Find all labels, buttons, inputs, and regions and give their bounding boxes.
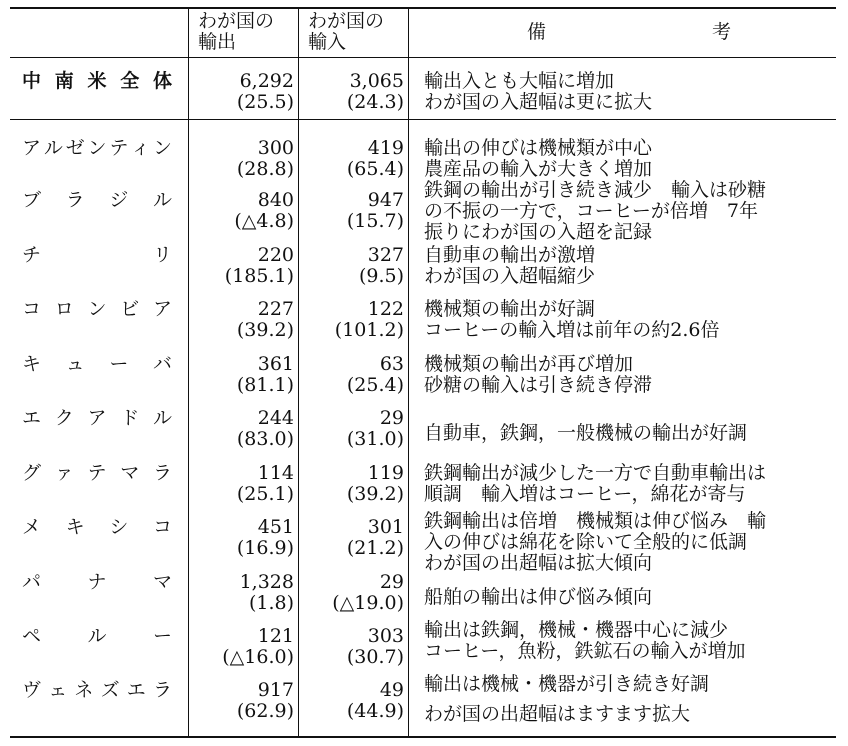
name-char: パ (22, 571, 42, 593)
name-char: キ (22, 353, 42, 375)
note-line: わが国の入超幅縮少 (424, 265, 596, 287)
name-char: コ (152, 516, 172, 538)
name-char: ン (87, 298, 107, 320)
imports-pct: (30.7) (346, 646, 404, 668)
exports-value: 227 (257, 298, 294, 320)
country-name (22, 517, 172, 538)
name-char: ク (54, 407, 74, 429)
imports-value: 29 (379, 571, 404, 593)
name-char: ル (152, 189, 172, 211)
total-imports-pct: (24.3) (346, 91, 404, 113)
total-note-1: 輸出入とも大幅に増加 (424, 70, 615, 92)
name-char: ペ (22, 625, 42, 647)
exports-value: 361 (257, 353, 294, 375)
note-line: 機械類の輸出が再び増加 (424, 353, 634, 375)
name-char: 中 (22, 70, 42, 92)
exports-pct: (28.8) (236, 158, 294, 180)
name-char: ィ (131, 137, 151, 159)
imports-pct: (15.7) (346, 210, 404, 232)
name-char: テ (87, 462, 107, 484)
note-line: わが国の出超幅はますます拡大 (424, 703, 691, 725)
note-line: 農産品の輸入が大きく増加 (424, 158, 653, 180)
note-line: 船舶の輸出は伸び悩み傾向 (424, 586, 653, 608)
note-line: 入の伸びは綿花を除いて全般的に低調 (424, 531, 748, 553)
exports-pct: (25.1) (236, 483, 294, 505)
exports-pct: (83.0) (236, 428, 294, 450)
name-char: ア (87, 407, 107, 429)
note-line: の不振の一方で，コーヒーが倍増 7年 (424, 200, 758, 222)
col-divider-2 (298, 9, 299, 736)
name-char: ル (87, 625, 107, 647)
total-rule (10, 119, 836, 120)
name-char: 米 (87, 70, 107, 92)
name-char: ゼ (65, 137, 85, 159)
imports-value: 49 (379, 679, 404, 701)
country-name (22, 138, 172, 159)
country-name (22, 572, 172, 593)
total-imports: 3,065 (349, 70, 404, 92)
imports-pct: (44.9) (346, 700, 404, 722)
exports-pct: (185.1) (224, 265, 294, 287)
country-name (22, 299, 172, 320)
exports-pct: (1.8) (248, 592, 294, 614)
name-char: ド (120, 407, 140, 429)
name-char: ネ (74, 679, 94, 701)
name-char: リ (152, 244, 172, 266)
country-name (22, 463, 172, 484)
header-imports-line1: わが国の (308, 10, 385, 32)
name-char: ン (152, 137, 172, 159)
name-char: ル (43, 137, 63, 159)
note-line: 自動車，鉄鋼，一般機械の輸出が好調 (424, 422, 748, 444)
imports-value: 63 (379, 353, 404, 375)
name-char: ラ (65, 189, 85, 211)
name-char: ヴ (22, 679, 42, 701)
header-rule (10, 57, 836, 58)
name-char: エ (22, 407, 42, 429)
col-divider-3 (408, 9, 409, 736)
exports-value: 220 (257, 244, 294, 266)
name-char: マ (152, 571, 172, 593)
exports-pct: (△16.0) (222, 646, 294, 668)
name-char: ァ (54, 462, 74, 484)
name-char: 全 (120, 70, 140, 92)
imports-pct: (21.2) (346, 537, 404, 559)
total-name (22, 71, 172, 92)
imports-value: 947 (367, 189, 404, 211)
name-char: ラ (152, 679, 172, 701)
name-char: バ (152, 353, 172, 375)
name-char: ル (152, 407, 172, 429)
name-char: エ (126, 679, 146, 701)
country-name (22, 680, 172, 701)
exports-pct: (△4.8) (234, 210, 294, 232)
total-exports-pct: (25.5) (236, 91, 294, 113)
note-line: わが国の出超幅は拡大傾向 (424, 552, 653, 574)
imports-value: 119 (367, 462, 404, 484)
imports-value: 327 (367, 244, 404, 266)
name-char: ア (22, 137, 42, 159)
imports-value: 301 (367, 516, 404, 538)
exports-value: 451 (257, 516, 294, 538)
note-line: 順調 輸入増はコーヒー，綿花が寄与 (424, 483, 746, 505)
country-name (22, 626, 172, 647)
imports-value: 303 (367, 625, 404, 647)
imports-value: 419 (367, 137, 404, 159)
name-char: ュ (65, 353, 85, 375)
imports-pct: (101.2) (334, 319, 404, 341)
name-char: テ (109, 137, 129, 159)
exports-value: 121 (257, 625, 294, 647)
name-char: ブ (22, 189, 42, 211)
imports-pct: (39.2) (346, 483, 404, 505)
top-rule (10, 7, 836, 9)
exports-pct: (81.1) (236, 374, 294, 396)
name-char: チ (22, 244, 42, 266)
note-line: 輸出は鉄鋼，機械・機器中心に減少 (424, 619, 729, 641)
total-note-2: わが国の入超幅は更に拡大 (424, 91, 653, 113)
imports-value: 122 (367, 298, 404, 320)
name-char: シ (109, 516, 129, 538)
col-divider-1 (188, 9, 189, 736)
imports-pct: (31.0) (346, 428, 404, 450)
country-name (22, 245, 172, 266)
name-char: メ (22, 516, 42, 538)
note-line: 鉄鋼の輸出が引き続き減少 輸入は砂糖 (424, 179, 767, 201)
note-line: 機械類の輸出が好調 (424, 298, 596, 320)
note-line: 鉄鋼輸出は倍増 機械類は伸び悩み 輸 (424, 510, 767, 532)
imports-value: 29 (379, 407, 404, 429)
name-char: ズ (100, 679, 120, 701)
imports-pct: (25.4) (346, 374, 404, 396)
name-char: ン (87, 137, 107, 159)
header-exports-line2: 輸出 (198, 31, 237, 53)
header-exports-line1: わが国の (198, 10, 275, 32)
country-name (22, 408, 172, 429)
note-line: 自動車の輸出が激増 (424, 244, 596, 266)
exports-value: 244 (257, 407, 294, 429)
name-char: ェ (48, 679, 68, 701)
country-name (22, 190, 172, 211)
name-char: ア (152, 298, 172, 320)
exports-value: 840 (257, 189, 294, 211)
name-char: ジ (109, 189, 129, 211)
exports-value: 300 (257, 137, 294, 159)
name-char: ー (109, 353, 129, 375)
exports-value: 1,328 (239, 571, 294, 593)
imports-pct: (65.4) (346, 158, 404, 180)
imports-pct: (△19.0) (332, 592, 404, 614)
name-char: ラ (152, 462, 172, 484)
note-line: 輸出の伸びは機械類が中心 (424, 137, 653, 159)
name-char: 南 (54, 70, 74, 92)
country-name (22, 354, 172, 375)
note-line: 輸出は機械・機器が引き続き好調 (424, 673, 710, 695)
header-notes-a: 備 (527, 21, 547, 43)
note-line: コーヒー，魚粉，鉄鉱石の輸入が増加 (424, 640, 746, 662)
name-char: マ (120, 462, 140, 484)
name-char: ナ (87, 571, 107, 593)
note-line: 鉄鋼輸出が減少した一方で自動車輸出は (424, 462, 767, 484)
imports-pct: (9.5) (358, 265, 404, 287)
name-char: ロ (54, 298, 74, 320)
exports-pct: (39.2) (236, 319, 294, 341)
exports-pct: (62.9) (236, 700, 294, 722)
exports-pct: (16.9) (236, 537, 294, 559)
total-exports: 6,292 (239, 70, 294, 92)
bottom-rule (10, 736, 836, 738)
note-line: コーヒーの輸入増は前年の約2.6倍 (424, 319, 720, 341)
note-line: 砂糖の輸入は引き続き停滞 (424, 374, 653, 396)
name-char: ー (152, 625, 172, 647)
name-char: キ (65, 516, 85, 538)
note-line: 振りにわが国の入超を記録 (424, 221, 653, 243)
name-char: ビ (120, 298, 140, 320)
exports-value: 114 (257, 462, 294, 484)
exports-value: 917 (257, 679, 294, 701)
header-imports-line2: 輸入 (308, 31, 347, 53)
name-char: 体 (152, 70, 172, 92)
name-char: グ (22, 462, 42, 484)
header-notes-b: 考 (712, 21, 732, 43)
name-char: コ (22, 298, 42, 320)
